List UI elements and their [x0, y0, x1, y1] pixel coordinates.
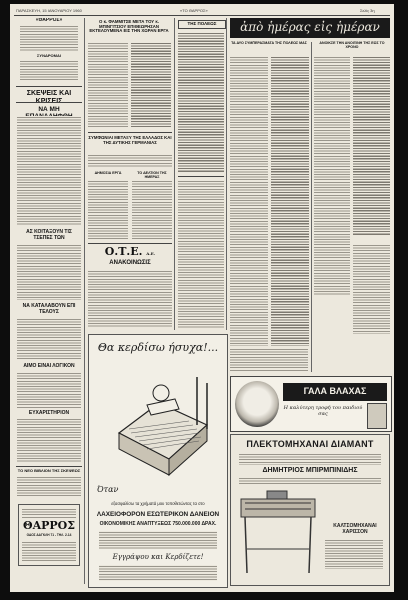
masthead-small: «ΘΑΡΡΟΣ» [35, 18, 63, 23]
machine-ad-name: ΔΗΜΗΤΡΙΟΣ ΜΠΙΡΜΠΙΝΙΔΗΣ [262, 467, 358, 474]
child-face-image [235, 381, 279, 427]
ote-title-main: Ο.Τ.Ε. [104, 245, 143, 258]
milk-ad-title: ΓΑΛΑ ΒΛΑΧΑΣ [303, 386, 367, 396]
loan-ad-headline: Θα κερδίσω ήσυχα!... [97, 341, 219, 354]
article1-body [17, 116, 81, 226]
right-col1 [230, 56, 268, 346]
right-article-title: ΤΑ ΔΥΟ ΣΥΜΠΕΡΑΣΜΑΤΑ ΤΗΣ ΠΟΛΕΩΣ ΜΑΣ [231, 41, 307, 45]
article2-body [17, 244, 81, 300]
banner-text: ἀπὸ ἡμέρας εἰς ἡμέραν [240, 20, 380, 34]
man-in-bed-illustration [99, 363, 217, 483]
right-col-tail [230, 348, 308, 372]
top-article-title: Ο κ. ΦΑΜΜΙΤΣΕ ΜΕΤΑ ΤΟΥ κ. ΜΠΙΝΓΙΤΣΙΟΥ ΕΠΙΘΕΩΡΗΣΑΝ ΕΚΤΕΛΟΥΜΕΝΑ ΕΙΣ ΤΗΝ ΧΩΡΑΝ ΕΡΓΑ [89, 19, 169, 34]
mid-article-title: ΣΥΜΦΩΝΙΑΙ ΜΕΤΑΞΥ ΤΗΣ ΕΛΛΑΔΟΣ ΚΑΙ ΤΗΣ ΔΥΤΙΚΗΣ ΓΕΡΜΑΝΙΑΣ [88, 135, 172, 145]
milk-ad-sub: Η καλύτερη τροφή του παιδιού σας [283, 405, 363, 417]
printing-ad-sub: ΟΔΟΣ ΔΑΓΚΛΗ 71 - ΤΗΛ. 2-14 [26, 533, 72, 537]
machine-ad [230, 434, 390, 586]
left-column [16, 18, 82, 584]
right-col-title: ΑΝΟΙΚΣΕ ΤΗΝ ΑΝΟΙΞΙΝΗ ΤΗΣ ΕΩΣ ΤΟ ΧΡΟΝΟ [319, 41, 385, 49]
loan-ad-slogan: Εγγράψου και Κερδίζετε! [112, 553, 204, 561]
notice-body [17, 476, 81, 498]
article4-body [17, 372, 81, 408]
loan-ad-subtitle: ΟΙΚΟΝΟΜΙΚΗΣ ΑΝΑΠΤΥΞΕΩΣ 750.000.000 ΔΡΑΧ. [99, 521, 217, 527]
header-paper: «ΤΟ ΘΑΡΡΟΣ» [180, 8, 208, 13]
header-page: Σελίς 3η [360, 8, 375, 13]
article3-title: ΝΑ ΚΑΤΑΛΑΒΟΥΝ ΕΠΙ ΤΕΛΟΥΣ [22, 303, 76, 315]
loan-ad [88, 334, 228, 588]
banner [230, 18, 390, 38]
article2-title: ΑΣ ΚΟΙΤΑΞΟΥΝ ΤΙΣ ΤΣΕΠΕΣ ΤΩΝ [26, 229, 72, 241]
top-article-col2 [131, 42, 171, 128]
listing-body-2 [178, 180, 224, 328]
side-col-body [132, 180, 172, 240]
masthead-text [20, 25, 78, 51]
loan-ad-hint: Όταν [97, 485, 119, 494]
ote-body [88, 270, 172, 328]
top-article-col1 [88, 42, 128, 128]
right-col4 [353, 56, 390, 236]
side-col-title: ΤΟ ΔΕΛΤΙΟΝ ΤΗΣ ΗΜΕΡΑΣ [137, 171, 167, 179]
article1-title: ΝΑ ΜΗ [38, 106, 60, 113]
article5-title: ΕΥΧΑΡΙΣΤΗΡΙΟΝ [28, 410, 70, 416]
ote-title-suffix: Α.Ε. [146, 251, 156, 256]
milk-can-image [367, 403, 387, 429]
machine-ad-shop: ΚΑΛΤΣΟΜΗΧΑΝΑΙ ΧΑΡΙΣΣΟΝ [333, 523, 377, 535]
knitting-machine-image [237, 489, 319, 577]
ote-subtitle: ΑΝΑΚΟΙΝΩΣΙΣ [109, 260, 151, 266]
machine-ad-title: ΠΛΕΚΤΟΜΗΧΑΝΑΙ ΔΙΑΜΑΝΤ [246, 439, 374, 449]
right-col3 [314, 56, 350, 296]
loan-ad-body: εξασφαλίσω τα χρήματά μου τοποθετώντας τα στο [111, 501, 205, 506]
subscription-text [20, 60, 78, 82]
header-rule [14, 15, 390, 16]
article3-body [17, 318, 81, 360]
article4-title: ΑΙΜΟ ΕΙΝΑΙ ΛΟΓΙΚΟΝ [23, 363, 75, 369]
right-col5 [353, 244, 390, 334]
notice-title: ΤΟ ΝΕΟ ΒΙΒΛΙΟΝ ΤΗΣ ΣΚΕΨΕΩΣ [17, 468, 81, 473]
mid-article-lead [88, 154, 172, 168]
subscription-title: ΣΥΝΔΡΟΜΑΙ [37, 53, 61, 58]
loan-ad-title: ΛΑΧΕΙΟΦΟΡΟΝ ΕΣΩΤΕΡΙΚΟΝ ΔΑΝΕΙΟΝ [96, 511, 220, 518]
section-title: ΣΚΕΨΕΙΣ ΚΑΙ [26, 90, 72, 97]
article5-body [17, 418, 81, 462]
printing-ad [18, 504, 80, 566]
listing-body-1 [178, 32, 224, 172]
small-col-title: ΔΗΜΟΣΙΑ ΕΡΓΑ [94, 171, 122, 175]
printing-ad-title: ΘΑΡΡΟΣ [22, 519, 76, 532]
milk-ad [230, 376, 392, 432]
ote-title [88, 246, 172, 258]
listing-box-title: ΤΗΣ ΠΟΛΕΩΣ [178, 20, 226, 29]
right-col2 [271, 56, 309, 346]
small-col-body [88, 180, 128, 240]
newspaper-page [10, 4, 394, 592]
header-date: ΠΑΡΑΣΚΕΥΗ, 15 ΙΑΝΟΥΑΡΙΟΥ 1960 [16, 8, 82, 13]
